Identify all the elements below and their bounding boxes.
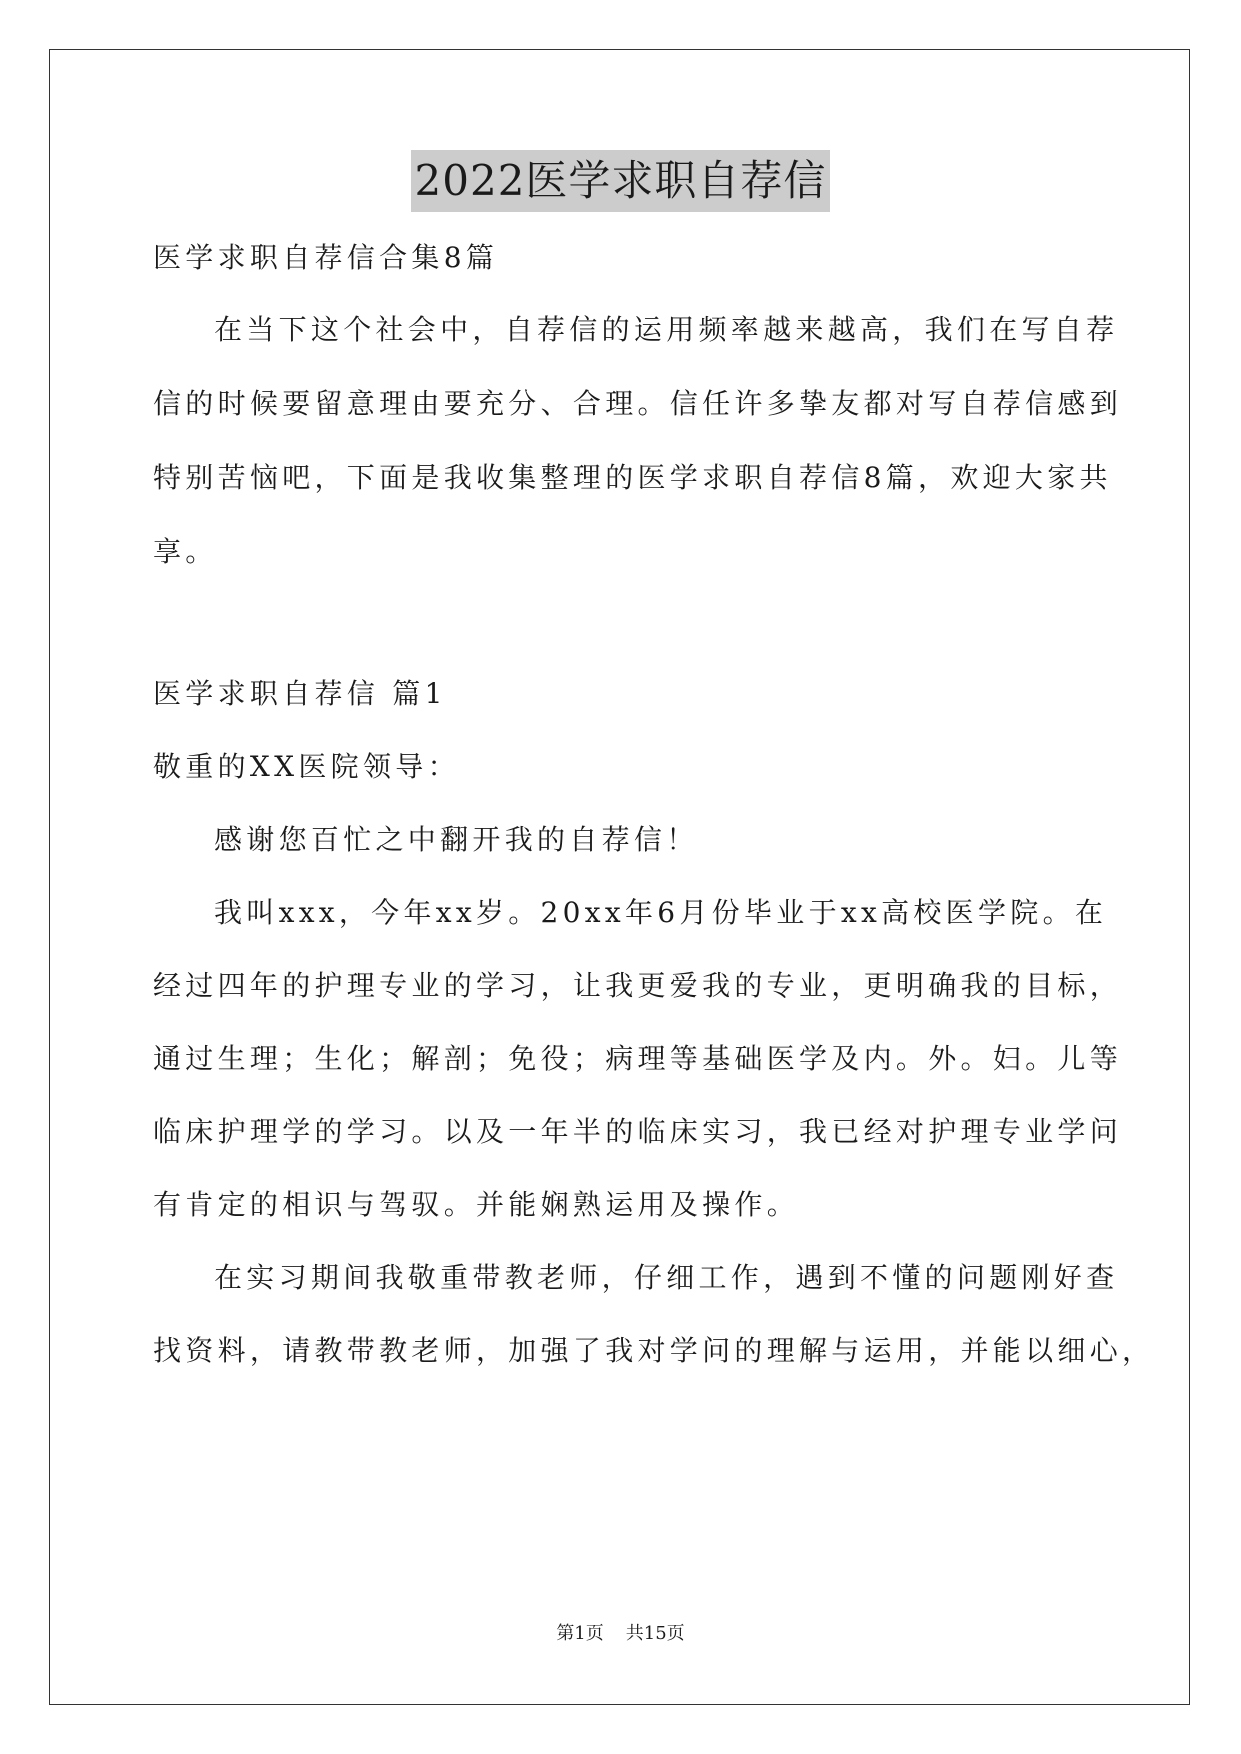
body-line: 找资料，请教带教老师，加强了我对学问的理解与运用，并能以细心， bbox=[153, 1334, 1155, 1367]
title-container bbox=[0, 150, 1241, 212]
page-total: 共15页 bbox=[625, 1623, 685, 1644]
body-line: 在当下这个社会中，自荐信的运用频率越来越高，我们在写自荐 bbox=[214, 313, 1119, 346]
body-line: 在实习期间我敬重带教老师，仔细工作，遇到不懂的问题刚好查 bbox=[214, 1261, 1119, 1294]
body-line: 信的时候要留意理由要充分、合理。信任许多挚友都对写自荐信感到 bbox=[153, 387, 1123, 420]
body-line: 临床护理学的学习。以及一年半的临床实习，我已经对护理专业学问 bbox=[153, 1115, 1123, 1148]
body-line: 经过四年的护理专业的学习，让我更爱我的专业，更明确我的目标， bbox=[153, 969, 1123, 1002]
salutation: 敬重的XX医院领导： bbox=[153, 750, 460, 783]
body-line: 享。 bbox=[153, 535, 218, 568]
body-line: 通过生理；生化；解剖；免役；病理等基础医学及内。外。妇。儿等 bbox=[153, 1042, 1123, 1075]
section-heading: 医学求职自荐信 篇1 bbox=[153, 677, 447, 710]
body-line: 有肯定的相识与驾驭。并能娴熟运用及操作。 bbox=[153, 1188, 800, 1221]
document-title: 2022医学求职自荐信 bbox=[411, 150, 831, 212]
subtitle-line: 医学求职自荐信合集8篇 bbox=[153, 241, 499, 274]
page-number: 第1页 bbox=[556, 1623, 604, 1644]
body-line: 感谢您百忙之中翻开我的自荐信！ bbox=[214, 823, 699, 856]
body-line: 特别苦恼吧，下面是我收集整理的医学求职自荐信8篇，欢迎大家共 bbox=[153, 461, 1112, 494]
page-footer bbox=[0, 1622, 1241, 1646]
page-border bbox=[49, 49, 1190, 1705]
body-line: 我叫xxx，今年xx岁。20xx年6月份毕业于xx高校医学院。在 bbox=[214, 896, 1108, 929]
